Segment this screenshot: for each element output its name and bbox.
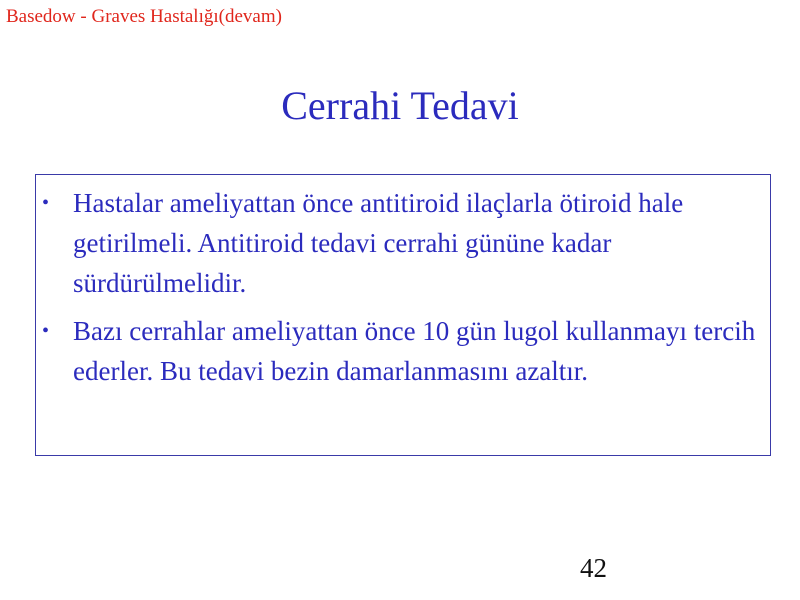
bullet-dot-icon: • xyxy=(42,320,50,342)
slide-title: Cerrahi Tedavi xyxy=(281,83,519,128)
slide-header: Basedow - Graves Hastalığı(devam) xyxy=(6,6,282,27)
bullet-dot-icon: • xyxy=(42,192,50,214)
content-box xyxy=(35,174,771,456)
bullet-text: Bazı cerrahlar ameliyattan önce 10 gün lugol kullanmayı tercih ederler. Bu tedavi bezin damarlanmasını azaltır. xyxy=(73,316,756,386)
bullet-item-2 xyxy=(36,311,770,391)
bullet-list xyxy=(36,183,770,399)
page-number: 42 xyxy=(580,553,607,583)
bullet-item-1 xyxy=(36,183,770,303)
bullet-text: Hastalar ameliyattan önce antitiroid ilaçlarla ötiroid hale getirilmeli. Antitiroid tedavi cerrahi gününe kadar sürdürülmelidir. xyxy=(73,188,684,298)
